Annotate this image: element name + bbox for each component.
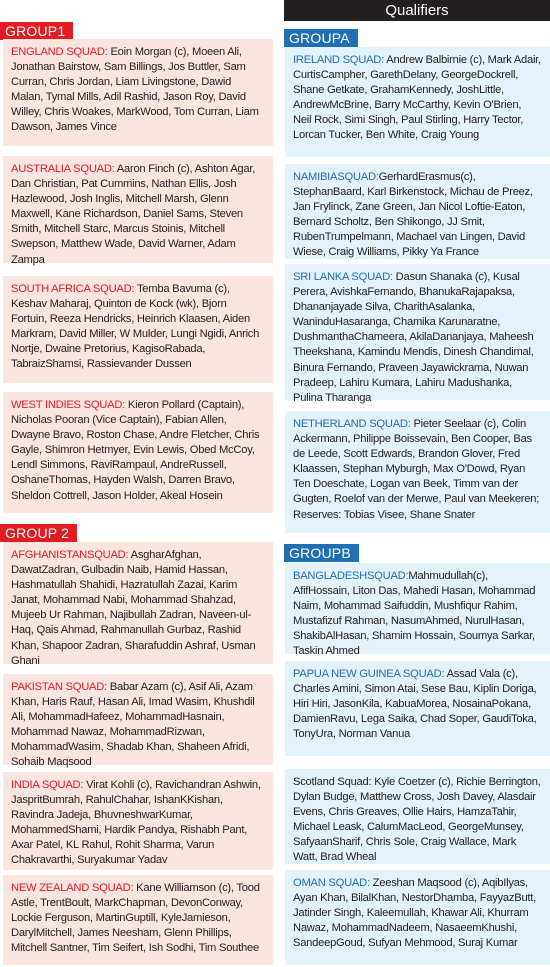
squad-name: PAKISTAN SQUAD: xyxy=(11,681,107,693)
squad-players: Kyle Coetzer (c), Richie Berrington, Dylan Budge, Matthew Cross, Josh Davey, Alasdair Evens, Chris Greaves, Ollie Hairs, HamzaTahir, Michael Leask, CalumMacLeod, GeorgeMunsey, SafyaanSharif, Chris Sole, Craig Wallace, Mark Watt, Brad Wheal xyxy=(293,776,541,864)
bangladesh-squad-box xyxy=(285,563,550,658)
squad-players: Zeeshan Maqsood (c), AqibIlyas, Ayan Khan, BilalKhan, NestorDhamba, FayyazButt, Jatinder Singh, Kaleemullah, Khawar Ali, Khurram Nawaz, MohammadNadeem, NasaeemKhushi, SandeepGoud, Sufyan Mehmood, Suraj Kumar xyxy=(293,877,537,950)
squad-name: WEST INDIES SQUAD: xyxy=(11,399,126,411)
west-indies-squad-box xyxy=(3,392,273,513)
squad-name: SOUTH AFRICA SQUAD: xyxy=(11,283,135,295)
namibia-squad-box xyxy=(285,164,550,259)
south-africa-squad-box xyxy=(3,276,273,383)
squad-name: AUSTRALIA SQUAD: xyxy=(11,163,115,175)
squad-players: AsgharAfghan, DawatZadran, Gulbadin Naib, Hamid Hassan, Hashmatullah Shahidi, Hazratullah Zazai, Karim Janat, Mohammad Nabi, Mohammad Shahzad, Mujeeb Ur Rahman, Najibullah Zadran, Naveen-ul-Haq, Qais Ahmad, Rahmanullah Gurbaz, Rashid Khan, Shapoor Zadran, Sharafuddin Ashraf, Usman Ghani xyxy=(11,549,256,667)
scotland-squad-box xyxy=(285,769,550,864)
squad-name: NETHERLAND SQUAD: xyxy=(293,418,411,430)
group2-header: GROUP 2 xyxy=(0,524,77,542)
squad-name: AFGHANISTANSQUAD: xyxy=(11,549,129,561)
papua-new-guinea-squad-box xyxy=(285,661,550,756)
netherland-squad-box xyxy=(285,411,550,533)
groupb-header: GROUPB xyxy=(284,544,359,562)
squad-players: Babar Azam (c), Asif Ali, Azam Khan, Haris Rauf, Hasan Ali, Imad Wasim, Khushdil Ali, MohammadHafeez, MohammadHasnain, Mohammad Nawaz, MohammadRizwan, MohammadWasim, Shadab Khan, Shaheen Afridi, Sohaib Maqsood xyxy=(11,681,255,769)
squad-players: Assad Vala (c), Charles Amini, Simon Atai, Sese Bau, Kiplin Doriga, Hiri Hiri, JasonKila, KabuaMorea, NosainaPokana, DamienRavu, Lega Saika, Chad Soper, GaudiToka, TonyUra, Norman Vanua xyxy=(293,668,537,741)
squad-players: Dasun Shanaka (c), Kusal Perera, AvishkaFernando, BhanukaRajapaksa, Dhananjayade Silva, CharithAsalanka, WaninduHasaranga, Chamika Karunaratne, DushmanthaChameera, AkilaDananjaya, Maheesh Theekshana, Kamindu Mendis, Dinesh Chandimal, Binura Fernando, Praveen Jayawickrama, Nuwan Pradeep, Lahiru Kumara, Lahiru Madushanka, Pulina Tharanga xyxy=(293,271,534,404)
squad-players: GerhardErasmus(c), StephanBaard, Karl Birkenstock, Michau de Preez, Jan Frylinck, Zane Green, Jan Nicol Loftie-Eaton, Bernard Scholtz, Ben Shikongo, JJ Smit, RubenTrumpelmann, Machael van Lingen, David Wiese, Craig Williams, Pikky Ya France xyxy=(293,171,533,259)
squad-name: OMAN SQUAD: xyxy=(293,877,370,889)
squad-players: Andrew Balbirnie (c), Mark Adair, CurtisCampher, GarethDelany, GeorgeDockrell, Shane Getkate, GrahamKennedy, JoshLittle, AndrewMcBrine, Barry McCarthy, Kevin O'Brien, Neil Rock, Simi Singh, Paul Stirling, Harry Tector, Lorcan Tucker, Ben White, Craig Young xyxy=(293,54,541,142)
india-squad-box xyxy=(3,772,273,870)
squad-name: NEW ZEALAND SQUAD: xyxy=(11,882,134,894)
squad-players: Pieter Seelaar (c), Colin Ackermann, Philippe Boissevain, Ben Cooper, Bas de Leede, Scott Edwards, Brandon Glover, Fred Klaassen, Stephan Myburgh, Max O'Dowd, Ryan Ten Doeschate, Logan van Beek, Timm van der Gugten, Roelof van der Merwe, Paul van Meekeren; Reserves: Tobias Visee, Shane Snater xyxy=(293,418,540,521)
oman-squad-box xyxy=(285,870,550,965)
squad-name: INDIA SQUAD: xyxy=(11,779,84,791)
groupa-header: GROUPA xyxy=(284,29,358,47)
squad-name: NAMIBIASQUAD: xyxy=(293,171,379,183)
qualifiers-title: Qualifiers xyxy=(284,0,550,21)
england-squad-box xyxy=(3,39,273,146)
new-zealand-squad-box xyxy=(3,875,273,965)
squad-players: Mahmudullah(c), AfifHossain, Liton Das, Mahedi Hasan, Mohammad Naim, Mohammad Saifuddin, Mushfiqur Rahim, Mustafizuf Rahman, NasumAhmed, NurulHasan, ShakibAlHasan, Shamim Hossain, Soumya Sarkar, Taskin Ahmed xyxy=(293,570,536,658)
sri-lanka-squad-box xyxy=(285,264,550,404)
squad-name: Scotland Squad: xyxy=(293,776,372,788)
pakistan-squad-box xyxy=(3,674,273,769)
squad-players: Kieron Pollard (Captain), Nicholas Pooran (Vice Captain), Fabian Allen, Dwayne Bravo, Roston Chase, Andre Fletcher, Chris Gayle, Shimron Hetmyer, Evin Lewis, Obed McCoy, Lendl Simmons, RaviRampaul, AndreRussell, OshaneThomas, Hayden Walsh, Darren Bravo, Sheldon Cottrell, Jason Holder, Akeal Hosein xyxy=(11,399,260,502)
afghanistan-squad-box xyxy=(3,542,273,667)
australia-squad-box xyxy=(3,156,273,266)
squad-name: PAPUA NEW GUINEA SQUAD: xyxy=(293,668,445,680)
squad-players: Temba Bavuma (c), Keshav Maharaj, Quinton de Kock (wk), Bjorn Fortuin, Reeza Hendricks, Heinrich Klaasen, Aiden Markram, David Miller, W Mulder, Lungi Ngidi, Anrich Nortje, Dwaine Pretorius, KagisoRabada, TabraizShamsi, Rassievander Dussen xyxy=(11,283,260,371)
squad-name: BANGLADESHSQUAD: xyxy=(293,570,409,582)
squad-name: ENGLAND SQUAD: xyxy=(11,46,108,58)
squad-players: Kane Williamson (c), Tood Astle, TrentBoult, MarkChapman, DevonConway, Lockie Ferguson, MartinGuptill, KyleJamieson, DarylMitchell, James Neesham, Glenn Phillips, Mitchell Santner, Tim Seifert, Ish Sodhi, Tim Southee xyxy=(11,882,260,955)
ireland-squad-box xyxy=(285,47,550,157)
squad-players: Eoin Morgan (c), Moeen Ali, Jonathan Bairstow, Sam Billings, Jos Buttler, Sam Curran, Chris Jordan, Liam Livingstone, Dawid Malan, Tymal Mills, Adil Rashid, Jason Roy, David Willey, Chris Woakes, MarkWood, Tom Curran, Liam Dawson, James Vince xyxy=(11,46,259,134)
squad-name: SRI LANKA SQUAD: xyxy=(293,271,393,283)
squad-players: Virat Kohli (c), Ravichandran Ashwin, JaspritBumrah, RahulChahar, IshanKKishan, Ravindra Jadeja, BhuvneshwarKumar, MohammedShami, Hardik Pandya, Rishabh Pant, Axar Patel, KL Rahul, Rohit Sharma, Varun Chakravarthi, Suryakumar Yadav xyxy=(11,779,261,867)
group1-header: GROUP1 xyxy=(0,22,73,40)
squad-players: Aaron Finch (c), Ashton Agar, Dan Christian, Pat Cummins, Nathan Ellis, Josh Hazlewood, Josh Inglis, Mitchell Marsh, Glenn Maxwell, Kane Richardson, Daniel Sams, Steven Smith, Mitchell Starc, Marcus Stoinis, Mitchell Swepson, Matthew Wade, David Warner, Adam Zampa xyxy=(11,163,256,266)
squad-name: IRELAND SQUAD: xyxy=(293,54,384,66)
